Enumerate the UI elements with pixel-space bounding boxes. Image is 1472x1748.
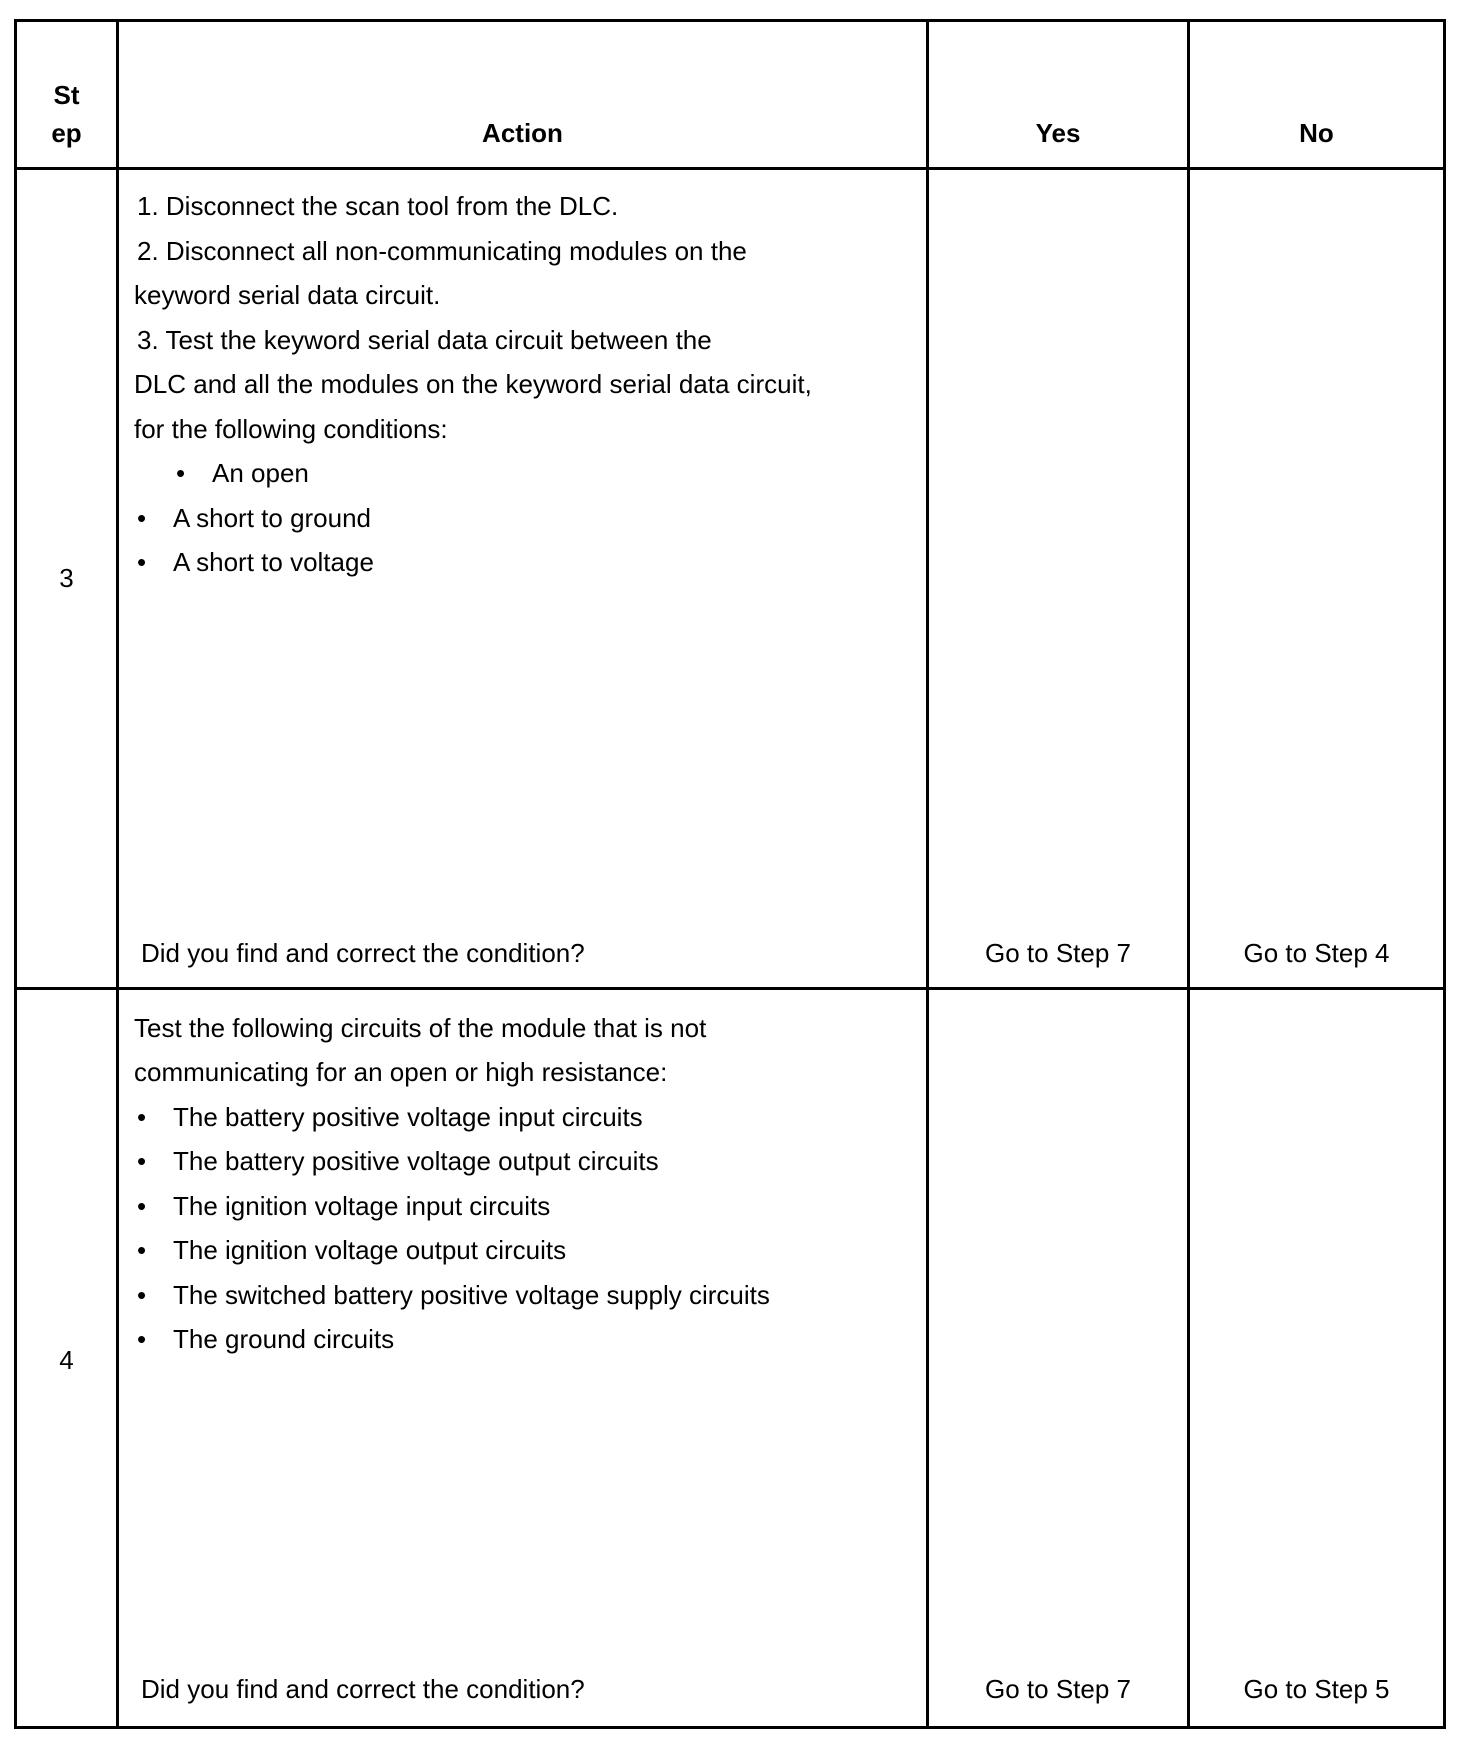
header-action: Action <box>482 118 563 148</box>
action-line: DLC and all the modules on the keyword serial data circuit, <box>134 369 812 399</box>
column-divider-action <box>926 19 929 1729</box>
yes-outcome: Go to Step 7 <box>985 938 1131 968</box>
yes-outcome: Go to Step 7 <box>985 1674 1131 1704</box>
action-line: Test the following circuits of the module that is not <box>134 1013 707 1043</box>
bullet-item: The switched battery positive voltage supply circuits <box>173 1280 770 1310</box>
bullet-item: A short to ground <box>173 503 372 533</box>
question-text: Did you find and correct the condition? <box>141 1674 585 1704</box>
action-line: keyword serial data circuit. <box>134 280 441 310</box>
bullet-item: The battery positive voltage output circuits <box>173 1146 659 1176</box>
bullet-glyph: • <box>137 1146 147 1176</box>
action-line: 1. Disconnect the scan tool from the DLC. <box>137 191 619 221</box>
column-divider-step <box>116 19 119 1729</box>
bullet-glyph: • <box>137 1324 147 1354</box>
bullet-glyph: • <box>137 1191 147 1221</box>
bullet-glyph: • <box>137 547 147 577</box>
table-border-top <box>14 19 1446 22</box>
bullet-glyph: • <box>137 503 147 533</box>
bullet-item: The battery positive voltage input circuits <box>173 1102 643 1132</box>
bullet-glyph: • <box>137 1102 147 1132</box>
header-step-line1: St <box>53 80 80 110</box>
header-divider <box>14 167 1446 170</box>
header-no: No <box>1299 118 1334 148</box>
table-border-bottom <box>14 1726 1446 1729</box>
action-line: 2. Disconnect all non-communicating modules on the <box>137 236 747 266</box>
bullet-glyph: • <box>176 458 186 488</box>
header-step-line2: ep <box>51 118 82 148</box>
column-divider-yes <box>1187 19 1190 1729</box>
action-line: for the following conditions: <box>134 414 448 444</box>
step-number-4: 4 <box>59 1345 74 1375</box>
action-line: communicating for an open or high resistance: <box>134 1057 668 1087</box>
bullet-glyph: • <box>137 1280 147 1310</box>
step-number-3: 3 <box>59 563 74 593</box>
question-text: Did you find and correct the condition? <box>141 938 585 968</box>
row-divider <box>14 987 1446 990</box>
bullet-item: A short to voltage <box>173 547 374 577</box>
header-yes: Yes <box>1035 118 1081 148</box>
no-outcome: Go to Step 5 <box>1243 1674 1390 1704</box>
bullet-item: The ground circuits <box>173 1324 395 1354</box>
table-border-left <box>14 19 17 1729</box>
bullet-item: The ignition voltage output circuits <box>173 1235 567 1265</box>
bullet-glyph: • <box>137 1235 147 1265</box>
bullet-item: The ignition voltage input circuits <box>173 1191 551 1221</box>
no-outcome: Go to Step 4 <box>1243 938 1390 968</box>
header-step <box>17 76 116 152</box>
table-border-right <box>1443 19 1446 1729</box>
bullet-item: An open <box>212 458 309 488</box>
action-line: 3. Test the keyword serial data circuit between the <box>137 325 712 355</box>
